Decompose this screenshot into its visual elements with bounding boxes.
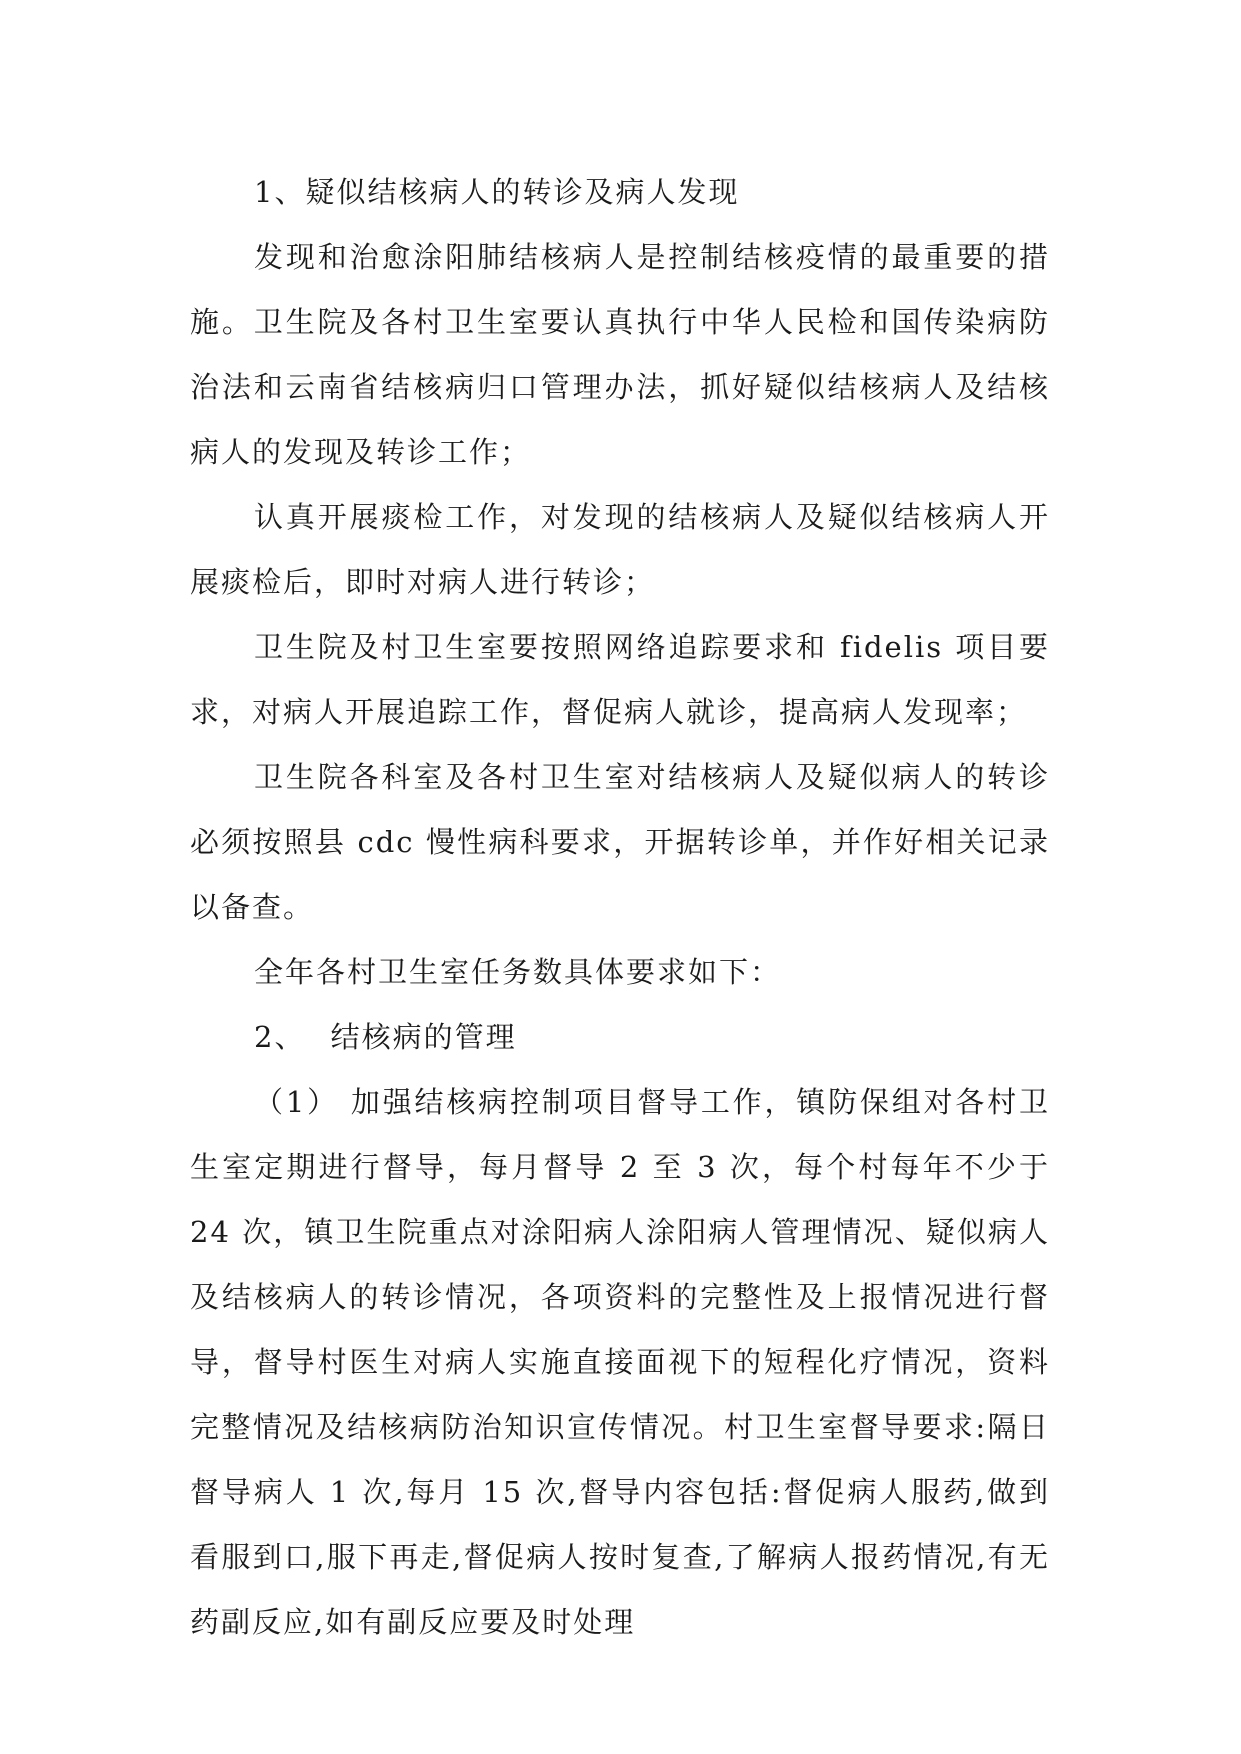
paragraph-referral: 卫生院各科室及各村卫生室对结核病人及疑似病人的转诊必须按照县 cdc 慢性病科要求，开据转诊单，并作好相关记录以备查。 [190,760,1050,924]
section-heading-2: 2、 结核病的管理 [254,1020,517,1054]
paragraph-sputum-test: 认真开展痰检工作，对发现的结核病人及疑似结核病人开展痰检后，即时对病人进行转诊； [190,500,1050,599]
paragraph-tracking: 卫生院及村卫生室要按照网络追踪要求和 fidelis 项目要求，对病人开展追踪工作，督促病人就诊，提高病人发现率； [190,630,1050,729]
paragraph-supervision: （1） 加强结核病控制项目督导工作，镇防保组对各村卫生室定期进行督导，每月督导 2 至 3 次，每个村每年不少于 24 次，镇卫生院重点对涂阳病人涂阳病人管理情况、疑似病人及结核病人的转诊情况，各项资料的完整性及上报情况进行督导，督导村医生对病人实施直接面视下的短程化疗情况，资料完整情况及结核病防治知识宣传情况。村卫生室督导要求:隔日督导病人 1 次,每月 15 次,督导内容包括:督促病人服药,做到看服到口,服下再走,督促病人按时复查,了解病人报药情况,有无药副反应,如有副反应要及时处理 [190,1085,1050,1639]
paragraph-annual-tasks: 全年各村卫生室任务数具体要求如下： [254,955,782,989]
document-body [190,160,1050,1655]
paragraph-discovery-importance: 发现和治愈涂阳肺结核病人是控制结核疫情的最重要的措施。卫生院及各村卫生室要认真执行中华人民检和国传染病防治法和云南省结核病归口管理办法，抓好疑似结核病人及结核病人的发现及转诊工作； [190,240,1050,469]
section-heading-1: 1、疑似结核病人的转诊及病人发现 [254,175,740,209]
